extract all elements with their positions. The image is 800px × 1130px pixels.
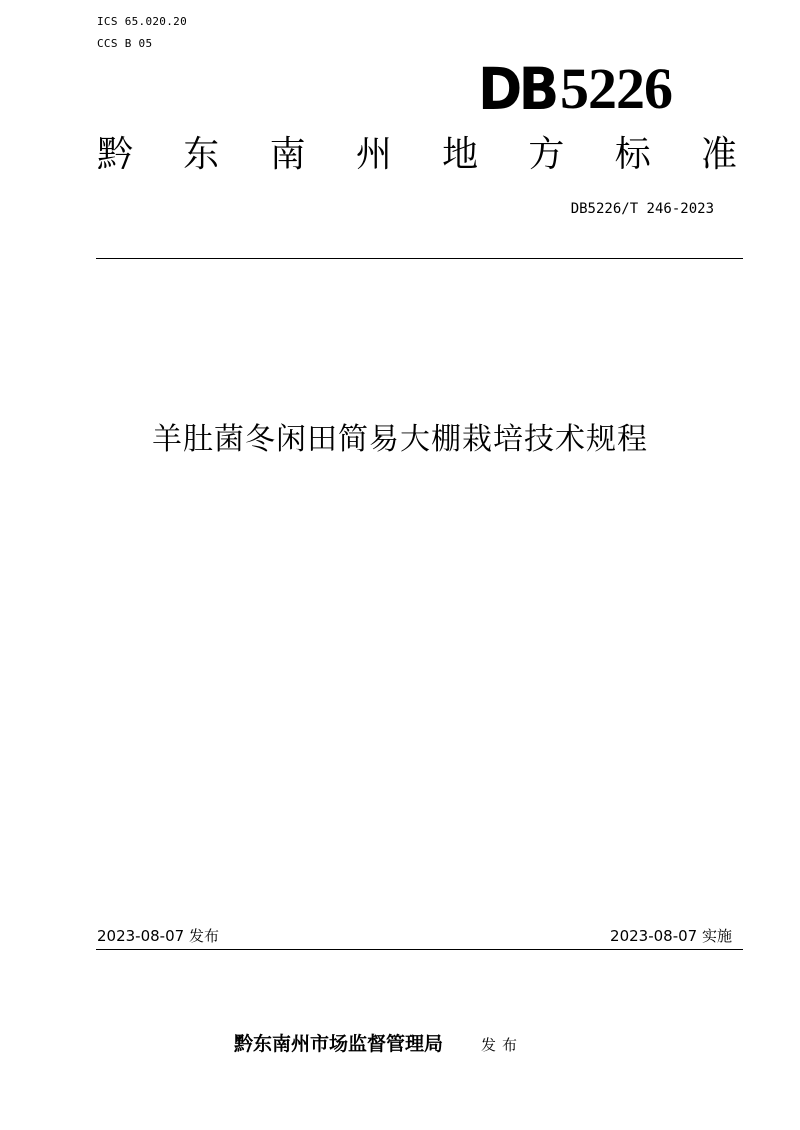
ics-code: ICS 65.020.20 xyxy=(97,15,187,28)
ccs-code: CCS B 05 xyxy=(97,37,153,50)
standard-logo xyxy=(478,55,672,123)
standard-number: DB5226/T 246-2023 xyxy=(570,201,714,217)
category-char: 地 xyxy=(442,134,479,175)
category-char: 准 xyxy=(700,134,737,175)
issue-action: 发布 xyxy=(481,1036,524,1054)
category-char: 黔 xyxy=(97,134,134,175)
logo-code: 5226 xyxy=(560,56,672,121)
issuing-organization: 黔东南州市场监督管理局 xyxy=(234,1033,444,1055)
issuer-line xyxy=(234,1029,523,1056)
header-divider xyxy=(96,258,743,259)
category-char: 南 xyxy=(269,134,306,175)
logo-prefix: DB xyxy=(478,55,556,123)
document-title: 羊肚菌冬闲田简易大棚栽培技术规程 xyxy=(152,422,648,457)
category-char: 标 xyxy=(614,134,651,175)
publish-date: 2023-08-07 发布 xyxy=(97,927,219,945)
category-char: 州 xyxy=(355,134,392,175)
implement-date: 2023-08-07 实施 xyxy=(610,927,732,945)
standard-category xyxy=(97,133,737,177)
footer-divider xyxy=(96,949,743,950)
category-char: 方 xyxy=(528,134,565,175)
category-char: 东 xyxy=(183,134,220,175)
